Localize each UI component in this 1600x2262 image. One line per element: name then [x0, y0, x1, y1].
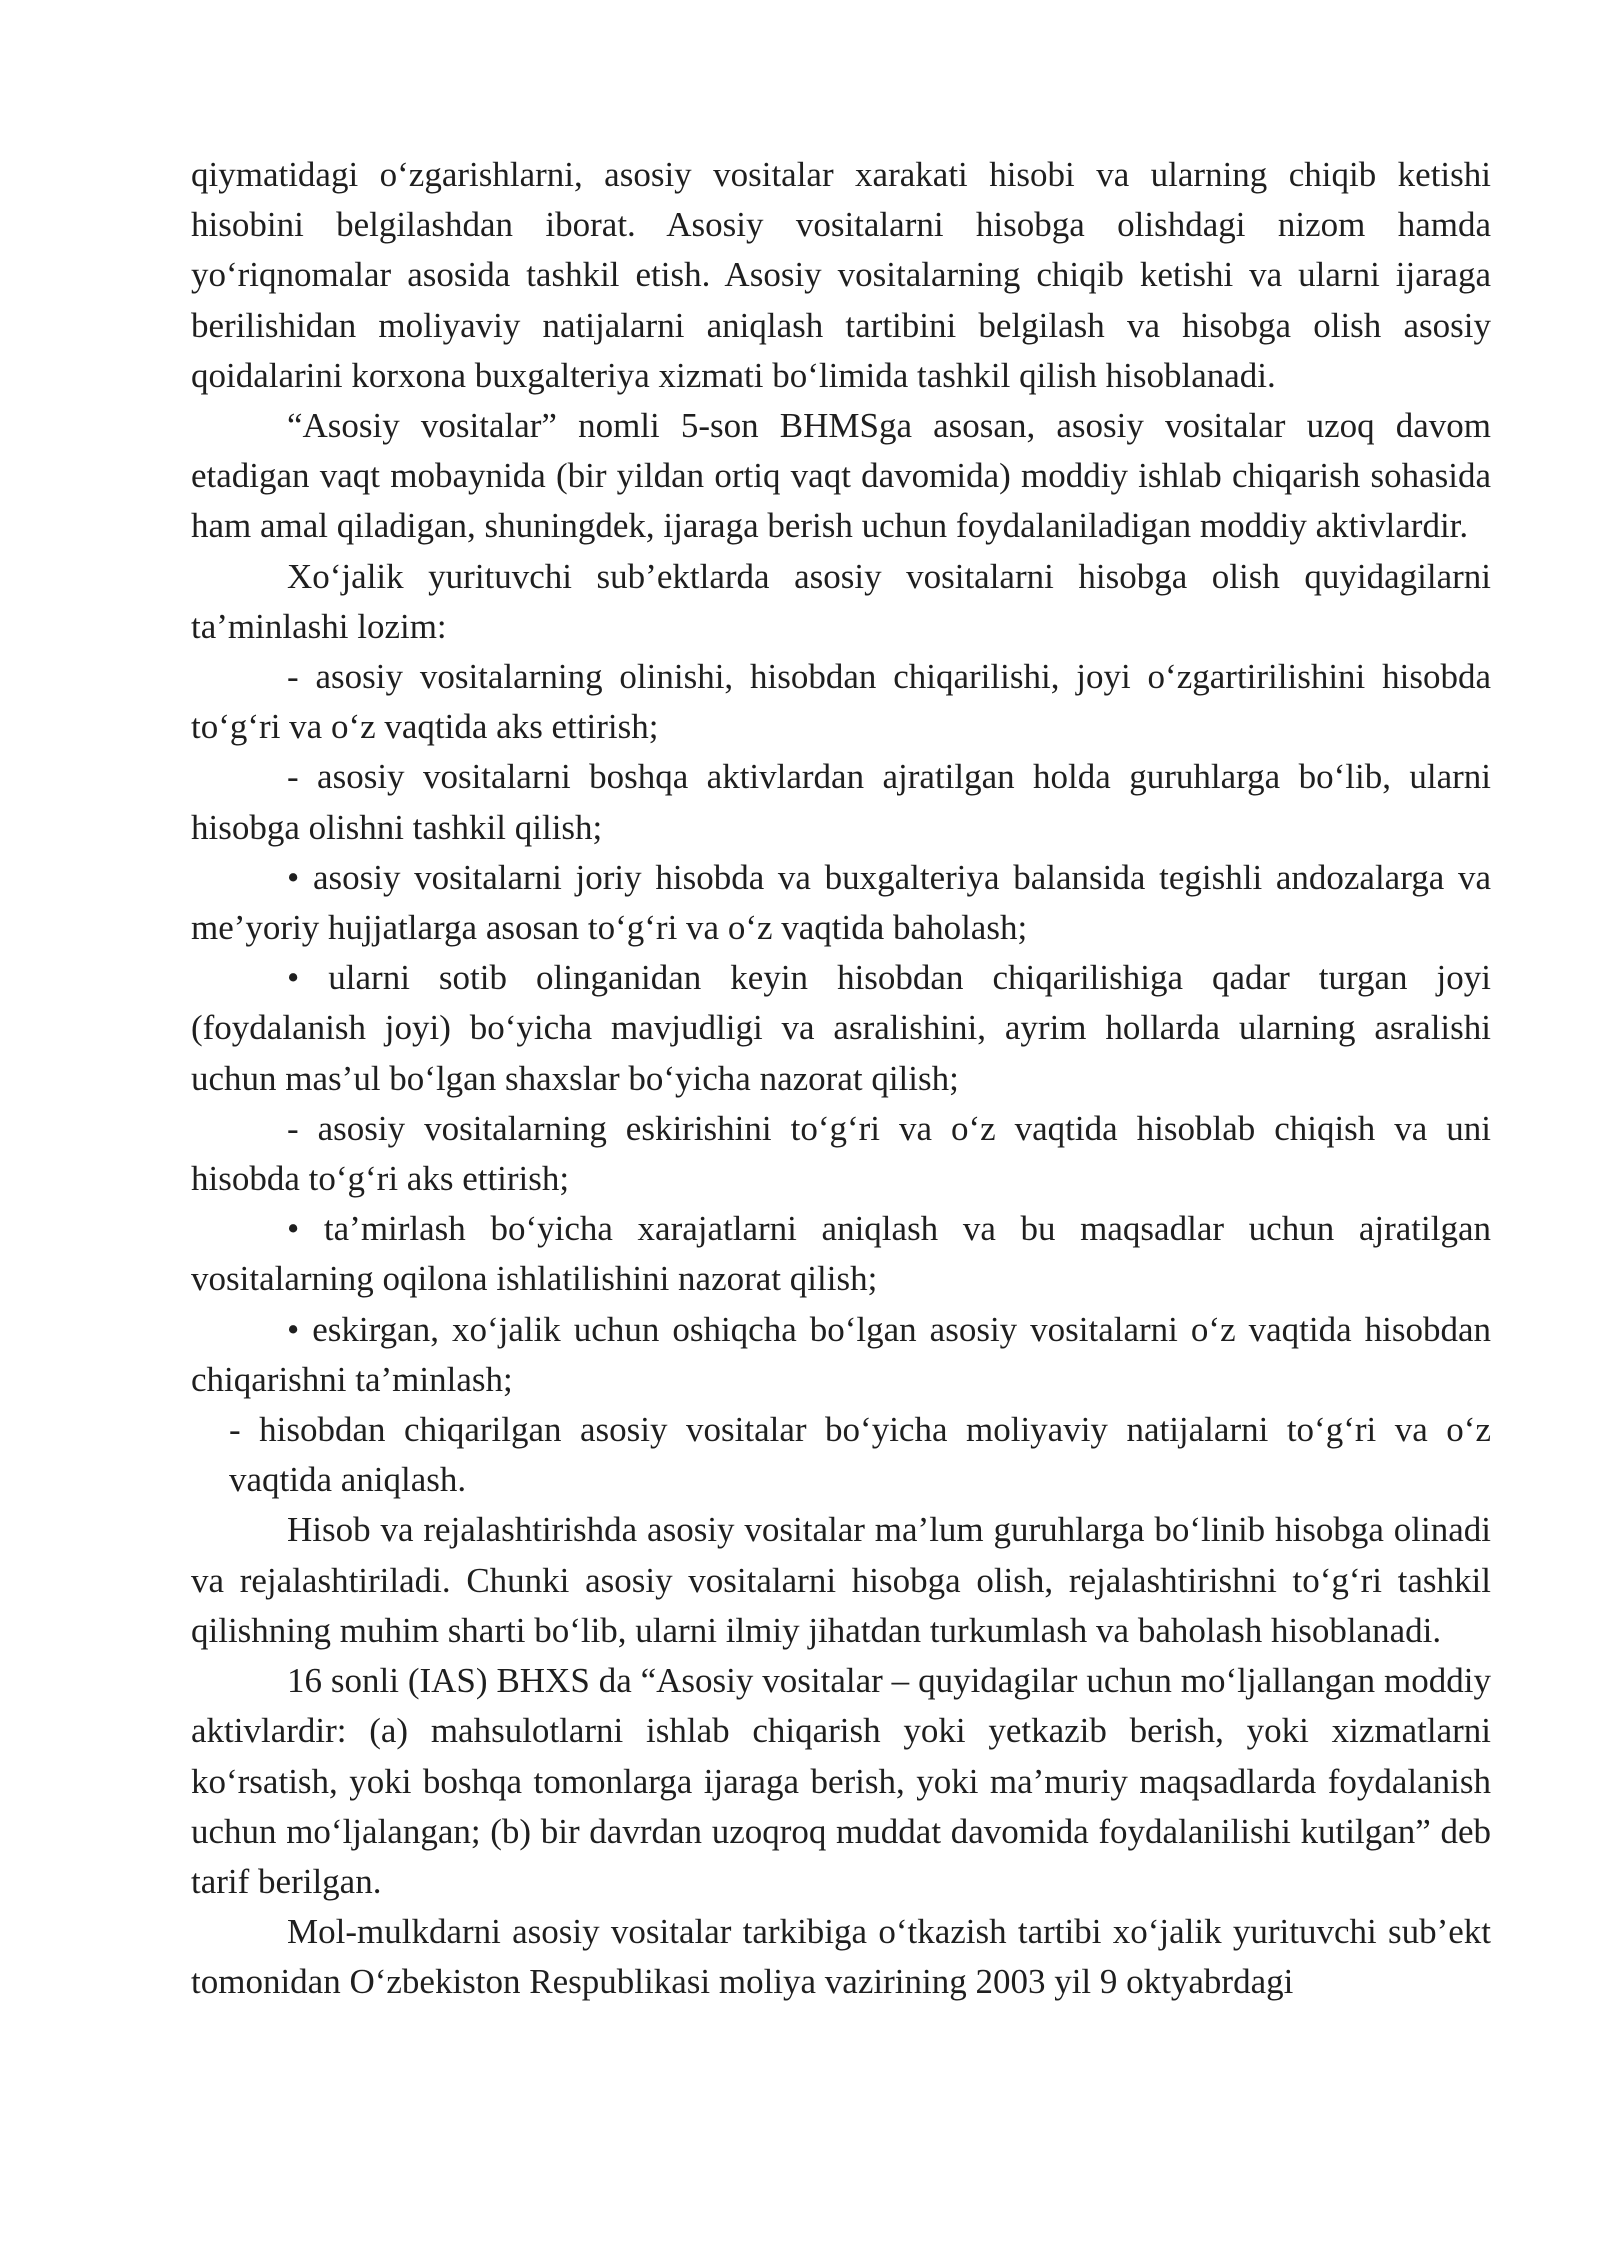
list-item: - asosiy vositalarning eskirishini to‘g‘ri va o‘z vaqtida hisoblab chiqish va uni hisobda to‘g‘ri aks ettirish; — [191, 1108, 1491, 1199]
list-item: - asosiy vositalarning olinishi, hisobdan chiqarilishi, joyi o‘zgartirilishini hisobda to‘g‘ri va o‘z vaqtida aks ettirish; — [191, 657, 1491, 747]
paragraph: qiymatidagi o‘zgarishlarni, asosiy vositalar xarakati hisobi va ularning chiqib ketishi hisobini belgilashdan iborat. Asosiy vositalarni hisobga olishdagi nizom hamda yo‘riqnomalar asosida tashkil etish. Asosiy vositalarning chiqib ketishi va ularni ijaraga berilishidan moliyaviy natijalarni aniqlash tartibini belgilash va hisobga olish asosiy qoidalarini korxona buxgalteriya xizmati bo‘limida tashkil qilish hisoblanadi. — [191, 155, 1491, 395]
list-item: • ularni sotib olinganidan keyin hisobdan chiqarilishiga qadar turgan joyi (foydalanish joyi) bo‘yicha mavjudligi va asralishini, ayrim hollarda ularning asralishi uchun mas’ul bo‘lgan shaxslar bo‘yicha nazorat qilish; — [191, 958, 1491, 1098]
paragraph: “Asosiy vositalar” nomli 5-son BHMSga asosan, asosiy vositalar uzoq davom etadigan vaqt mobaynida (bir yildan ortiq vaqt davomida) moddiy ishlab chiqarish sohasida ham amal qiladigan, shuningdek, ijaraga berish uchun foydalaniladigan moddiy aktivlardir. — [191, 406, 1491, 546]
list-item: • asosiy vositalarni joriy hisobda va buxgalteriya balansida tegishli andozalarga va me’yoriy hujjatlarga asosan to‘g‘ri va o‘z vaqtida baholash; — [191, 857, 1491, 948]
paragraph: Hisob va rejalashtirishda asosiy vositalar ma’lum guruhlarga bo‘linib hisobga olinadi va rejalashtiriladi. Chunki asosiy vositalarni hisobga olish, rejalashtirishni to‘g‘ri tashkil qilishning muhim sharti bo‘lib, ularni ilmiy jihatdan turkumlash va baholash hisoblanadi. — [191, 1510, 1491, 1650]
document-page — [191, 150, 1491, 2008]
list-item: - asosiy vositalarni boshqa aktivlardan ajratilgan holda guruhlarga bo‘lib, ularni hisobga olishni tashkil qilish; — [191, 757, 1491, 847]
list-item: • ta’mirlash bo‘yicha xarajatlarni aniqlash va bu maqsadlar uchun ajratilgan vositalarning oqilona ishlatilishini nazorat qilish; — [191, 1209, 1491, 1299]
paragraph: Xo‘jalik yurituvchi sub’ektlarda asosiy vositalarni hisobga olish quyidagilarni ta’minlashi lozim: — [191, 556, 1491, 646]
paragraph: 16 sonli (IAS) BHXS da “Asosiy vositalar – quyidagilar uchun mo‘ljallangan moddiy aktivlardir: (a) mahsulotlarni ishlab chiqarish yoki yetkazib berish, yoki xizmatlarni ko‘rsatish, yoki boshqa tomonlarga ijaraga berish, yoki ma’muriy maqsadlarda foydalanish uchun mo‘ljalangan; (b) bir davrdan uzoqroq muddat davomida foydalanilishi kutilgan” deb tarif berilgan. — [191, 1661, 1491, 1901]
list-item: • eskirgan, xo‘jalik uchun oshiqcha bo‘lgan asosiy vositalarni o‘z vaqtida hisobdan chiqarishni ta’minlash; — [191, 1309, 1491, 1399]
paragraph: Mol-mulkdarni asosiy vositalar tarkibiga o‘tkazish tartibi xo‘jalik yurituvchi sub’ekt tomonidan O‘zbekiston Respublikasi moliya vazirining 2003 yil 9 oktyabrdagi — [191, 1912, 1491, 2002]
list-item: - hisobdan chiqarilgan asosiy vositalar bo‘yicha moliyaviy natijalarni to‘g‘ri va o‘z vaqtida aniqlash. — [229, 1410, 1491, 1500]
